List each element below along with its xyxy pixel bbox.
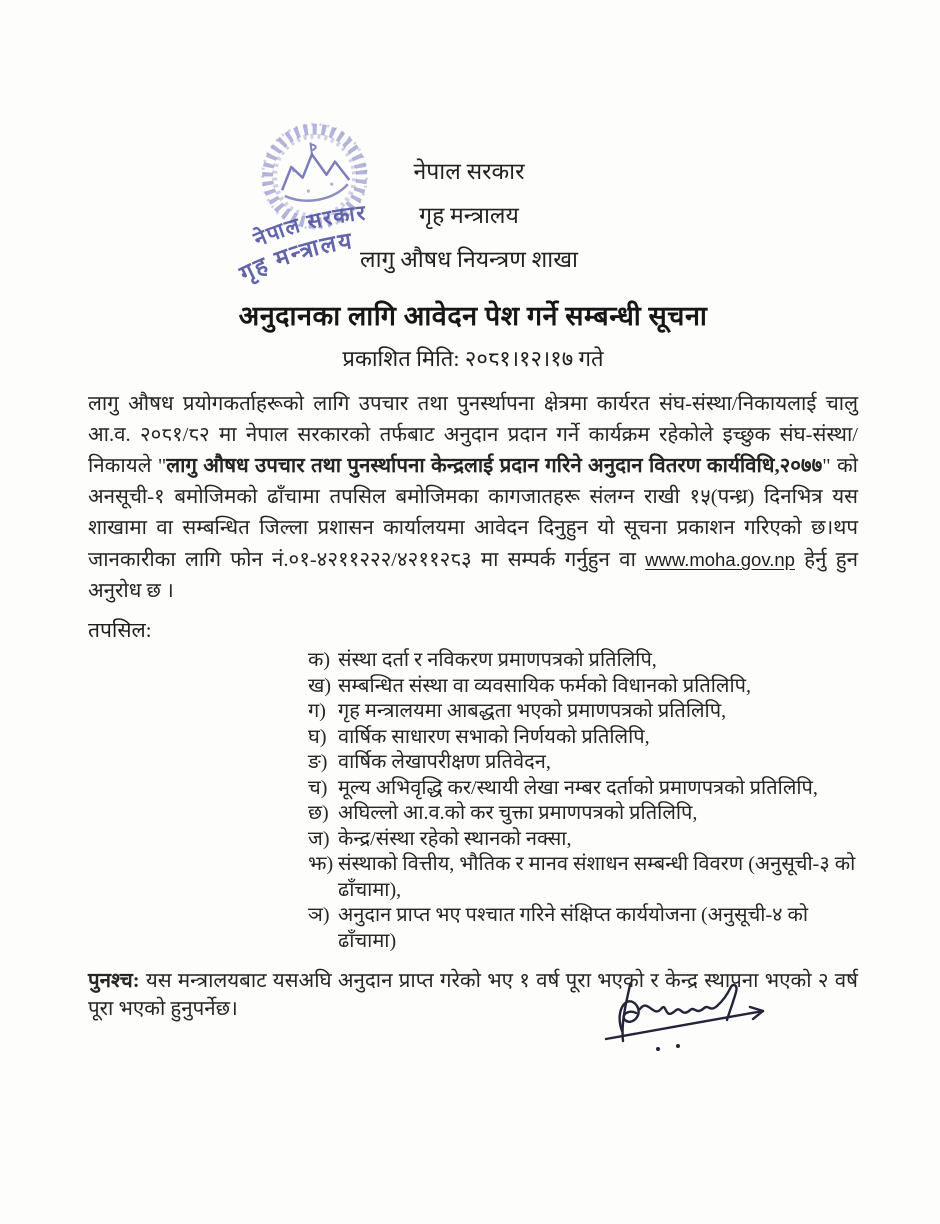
body-text-start: लागु औषध प्रयोगकर्ताहरूको लागि उपचार तथा पुनर्स्थापना क्षेत्रमा कार्यरत संघ-संस्था/निकायलाई चालु आ.व. २०८१/८२ मा नेपाल सरकारको तर्फबाट अनुदान प्रदान गर्ने कार्यक्रम रहेकोले इच्छुक संघ-संस्था/निकायले " xyxy=(88,393,858,477)
list-item-text: मूल्य अभिवृद्धि कर/स्थायी लेखा नम्बर दर्ताको प्रमाणपत्रको प्रतिलिपि, xyxy=(338,776,818,799)
list-item-marker: छ) xyxy=(308,802,329,824)
list-item-marker: झ) xyxy=(308,853,334,875)
seal-text-line2: गृह मन्त्रालय xyxy=(235,227,356,287)
list-item-marker: ङ) xyxy=(308,751,328,773)
list-item-text: गृह मन्त्रालयमा आबद्धता भएको प्रमाणपत्रको प्रतिलिपि, xyxy=(338,700,727,722)
required-documents-list xyxy=(308,648,858,954)
notice-content xyxy=(88,296,858,1062)
list-item-marker: ज) xyxy=(308,827,330,850)
postscript-label: पुनश्च: xyxy=(88,970,140,992)
list-item xyxy=(308,903,858,954)
letterhead xyxy=(338,150,600,282)
list-item xyxy=(308,648,858,674)
list-item xyxy=(308,725,858,751)
list-item-text: अनुदान प्राप्त भए पश्चात गरिने संक्षिप्त कार्ययोजना (अनुसूची-४ को ढाँचामा) xyxy=(338,904,809,952)
moha-website-link[interactable]: www.moha.gov.np xyxy=(645,549,795,570)
list-item xyxy=(308,852,858,903)
letterhead-government: नेपाल सरकार xyxy=(413,159,525,184)
body-text-bold-directive-name: लागु औषध उपचार तथा पुनर्स्थापना केन्द्रलाई प्रदान गरिने अनुदान वितरण कार्यविधि,२०७७ xyxy=(166,455,823,477)
list-item-text: अघिल्लो आ.व.को कर चुक्ता प्रमाणपत्रको प्रतिलिपि, xyxy=(338,802,698,824)
body-text-middle: " को अनसूची-१ बमोजिमको ढाँचामा तपसिल बमोजिमका कागजातहरू संलग्न राखी १५(पन्ध्र) दिनभित्र यस शाखामा वा सम्बन्धित जिल्ला प्रशासन कार्यालयमा आवेदन दिनुहुन यो सूचना प्रकाशन गरिएको छ।थप जानकारीका लागि फोन नं.०१-४२११२२२/४२११२८३ मा सम्पर्क गर्नुहुन वा xyxy=(88,455,858,571)
list-item-text: संस्थाको वित्तीय, भौतिक र मानव संशाधन सम्बन्धी विवरण (अनुसूची-३ को ढाँचामा), xyxy=(338,853,856,901)
notice-body-paragraph xyxy=(88,389,858,607)
notice-title: अनुदानका लागि आवेदन पेश गर्ने सम्बन्धी सूचना xyxy=(238,301,708,331)
list-item xyxy=(308,750,858,776)
list-item-text: वार्षिक साधारण सभाको निर्णयको प्रतिलिपि, xyxy=(338,725,650,748)
list-item-text: सम्बन्धित संस्था वा व्यवसायिक फर्मको विधानको प्रतिलिपि, xyxy=(338,674,751,697)
list-item-marker: घ) xyxy=(308,725,327,748)
list-item-marker: क) xyxy=(308,649,331,671)
published-date: प्रकाशित मिति: २०८१।१२।१७ गते xyxy=(342,346,604,371)
list-item-marker: ख) xyxy=(308,674,332,697)
list-item-text: केन्द्र/संस्था रहेको स्थानको नक्सा, xyxy=(338,827,572,850)
list-item-marker: ञ) xyxy=(308,904,330,926)
list-item xyxy=(308,674,858,700)
list-item xyxy=(308,699,858,725)
list-item-marker: ग) xyxy=(308,700,326,722)
body-text-end: हेर्नु हुन अनुरोध छ । xyxy=(88,549,858,602)
postscript-text: यस मन्त्रालयबाट यसअघि अनुदान प्राप्त गरेको भए १ वर्ष पूरा भएको र केन्द्र स्थापना भएको २ वर्ष पूरा भएको हुनुपर्नेछ। xyxy=(88,970,858,1020)
list-item-marker: च) xyxy=(308,776,328,799)
postscript xyxy=(88,967,858,1062)
schedule-heading: तपसिल: xyxy=(88,618,152,642)
letterhead-section: लागु औषध नियन्त्रण शाखा xyxy=(360,247,578,272)
list-item-text: वार्षिक लेखापरीक्षण प्रतिवेदन, xyxy=(338,751,551,773)
list-item-text: संस्था दर्ता र नविकरण प्रमाणपत्रको प्रतिलिपि, xyxy=(338,649,657,671)
list-item xyxy=(308,801,858,827)
seal-text-line1: नेपाल सरकार xyxy=(250,200,368,252)
letterhead-ministry: गृह मन्त्रालय xyxy=(419,203,519,228)
list-item xyxy=(308,776,858,802)
list-item xyxy=(308,827,858,853)
